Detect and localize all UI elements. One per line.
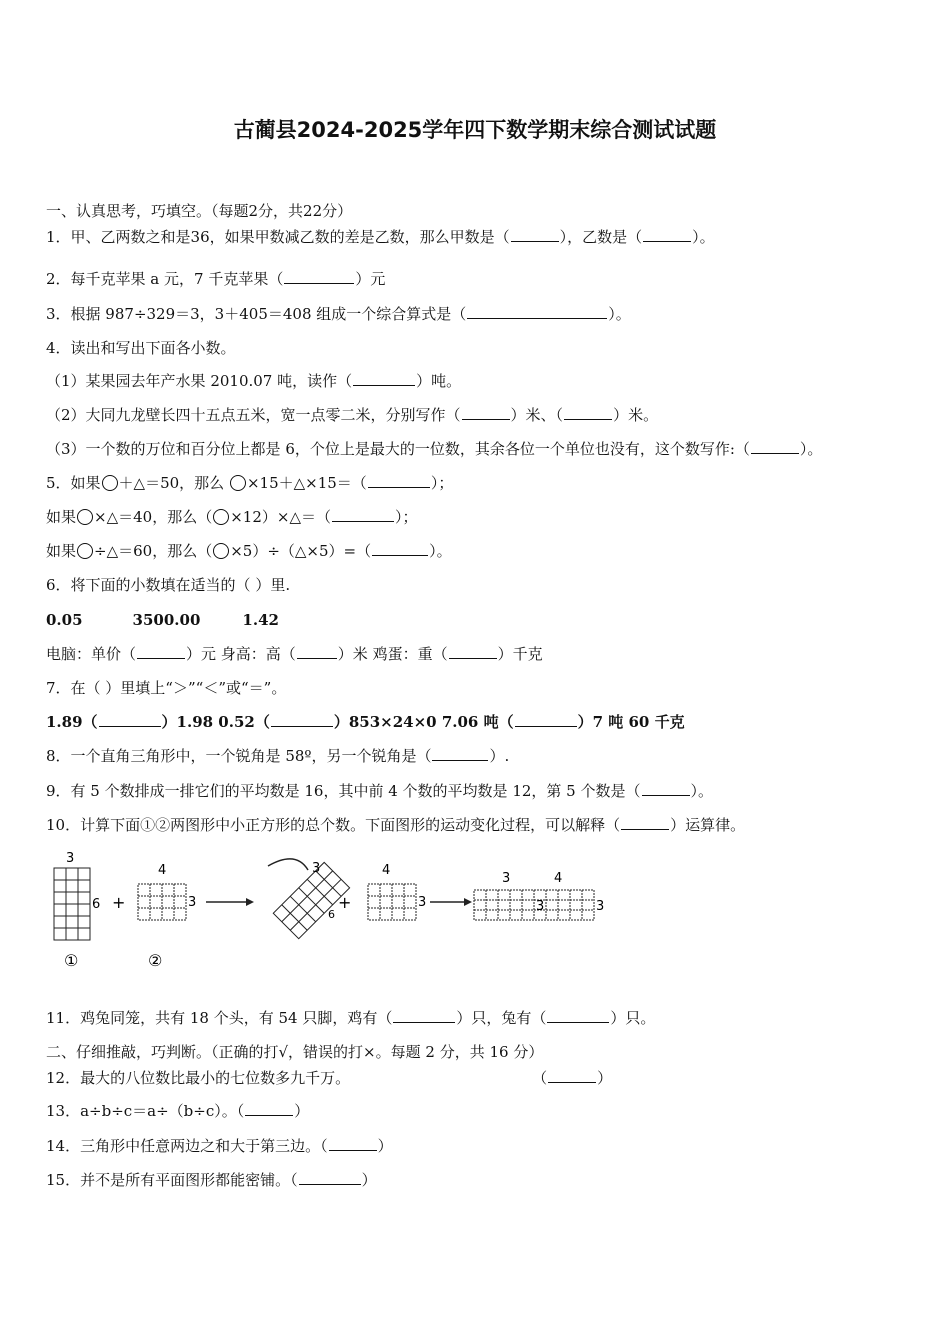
question-14: 14．三角形中任意两边之和大于第三边。（ ） [46,1137,393,1155]
question-11: 11．鸡兔同笼，共有 18 个头，有 54 只脚，鸡有（ ）只，兔有（ ）只。 [46,1009,656,1027]
fig-label: ② [148,951,163,970]
plus-sign: + [338,893,352,912]
question-4-1: （1）某果园去年产水果 2010.07 吨，读作（ ）吨。 [46,372,462,390]
fig-label: 3 [502,871,511,886]
question-5a: 5．如果 ＋△＝50，那么 ×15＋△×15＝（ ）； [46,474,454,492]
grid-figure-2 [138,884,186,920]
section-2-heading: 二、仔细推敲，巧判断。（正确的打√，错误的打×。每题 2 分，共 16 分） [46,1043,544,1061]
question-4-2: （2）大同九龙壁长四十五点五米，宽一点零二米，分别写作（ ）米、（ ）米。 [46,406,659,424]
plus-sign: + [112,893,126,912]
page-title: 古蔺县2024-2025学年四下数学期末综合测试试题 [233,118,717,142]
question-2: 2．每千克苹果 a 元，7 千克苹果（ ）元 [46,270,386,288]
question-3: 3．根据 987÷329＝3，3＋405＝408 组成一个综合算式是（ ）。 [46,305,631,323]
circle-icon [213,543,229,559]
question-12: 12．最大的八位数比最小的七位数多九千万。 （ ） [46,1069,613,1087]
fig-label: 3 [188,895,197,910]
circle-icon [213,509,229,525]
circle-icon [77,543,93,559]
fig-label: 3 [536,899,545,914]
question-7: 7．在（ ）里填上“＞”“＜”或“＝”。 [46,679,287,697]
circle-icon [102,475,118,491]
fig-label: 3 [596,899,605,914]
fig-label: 6 [328,908,335,921]
question-13: 13．a÷b÷c＝a÷（b÷c）。（ ） [46,1102,310,1120]
question-8: 8．一个直角三角形中，一个锐角是 58º，另一个锐角是（ ）. [46,747,510,765]
fig-label: ① [64,951,79,970]
question-6-fill: 电脑：单价（ ）元 身高：高（ ）米 鸡蛋：重（ ）千克 [46,645,543,663]
grid-figure-combined [474,890,594,920]
question-10-figure [46,848,606,977]
question-10: 10．计算下面①②两图形中小正方形的总个数。下面图形的运动变化过程，可以解释（ ）运算律。 [46,816,746,834]
circle-icon [77,509,93,525]
fig-label: 4 [554,871,563,886]
question-4-3: （3）一个数的万位和百分位上都是 6，个位上是最大的一位数，其余各位一个单位也没有，这个数写作:（ ）。 [46,440,823,458]
question-6-numbers: 0.05 3500.00 1.42 [46,611,279,629]
fig-label: 3 [66,851,75,866]
grid-figure-1 [54,868,90,940]
question-7-items: 1.89（ ）1.98 0.52（ ）853×24×0 7.06 吨（ ）7 吨 60 千克 [46,713,685,731]
grid-figure-4 [368,884,416,920]
fig-label: 4 [382,863,391,878]
fig-label: 3 [312,861,321,876]
question-5c: 如果 ÷△＝60，那么（ ×5）÷（△×5）=（ ）。 [46,542,452,560]
fig-label: 4 [158,863,167,878]
section-1-heading: 一、认真思考，巧填空。（每题2分，共22分） [46,202,353,220]
question-5b: 如果 ×△＝40，那么（ ×12）×△＝（ ）； [46,508,418,526]
fig-label: 6 [92,897,101,912]
question-4: 4．读出和写出下面各小数。 [46,339,236,357]
question-1: 1．甲、乙两数之和是36，如果甲数减乙数的差是乙数，那么甲数是（ ），乙数是（ ）。 [46,228,715,246]
question-15: 15．并不是所有平面图形都能密铺。（ ） [46,1171,377,1189]
circle-icon [230,475,246,491]
question-6: 6．将下面的小数填在适当的（ ）里. [46,576,291,594]
question-9: 9．有 5 个数排成一排它们的平均数是 16，其中前 4 个数的平均数是 12，第 5 个数是（ ）。 [46,782,714,800]
fig-label: 3 [418,895,427,910]
